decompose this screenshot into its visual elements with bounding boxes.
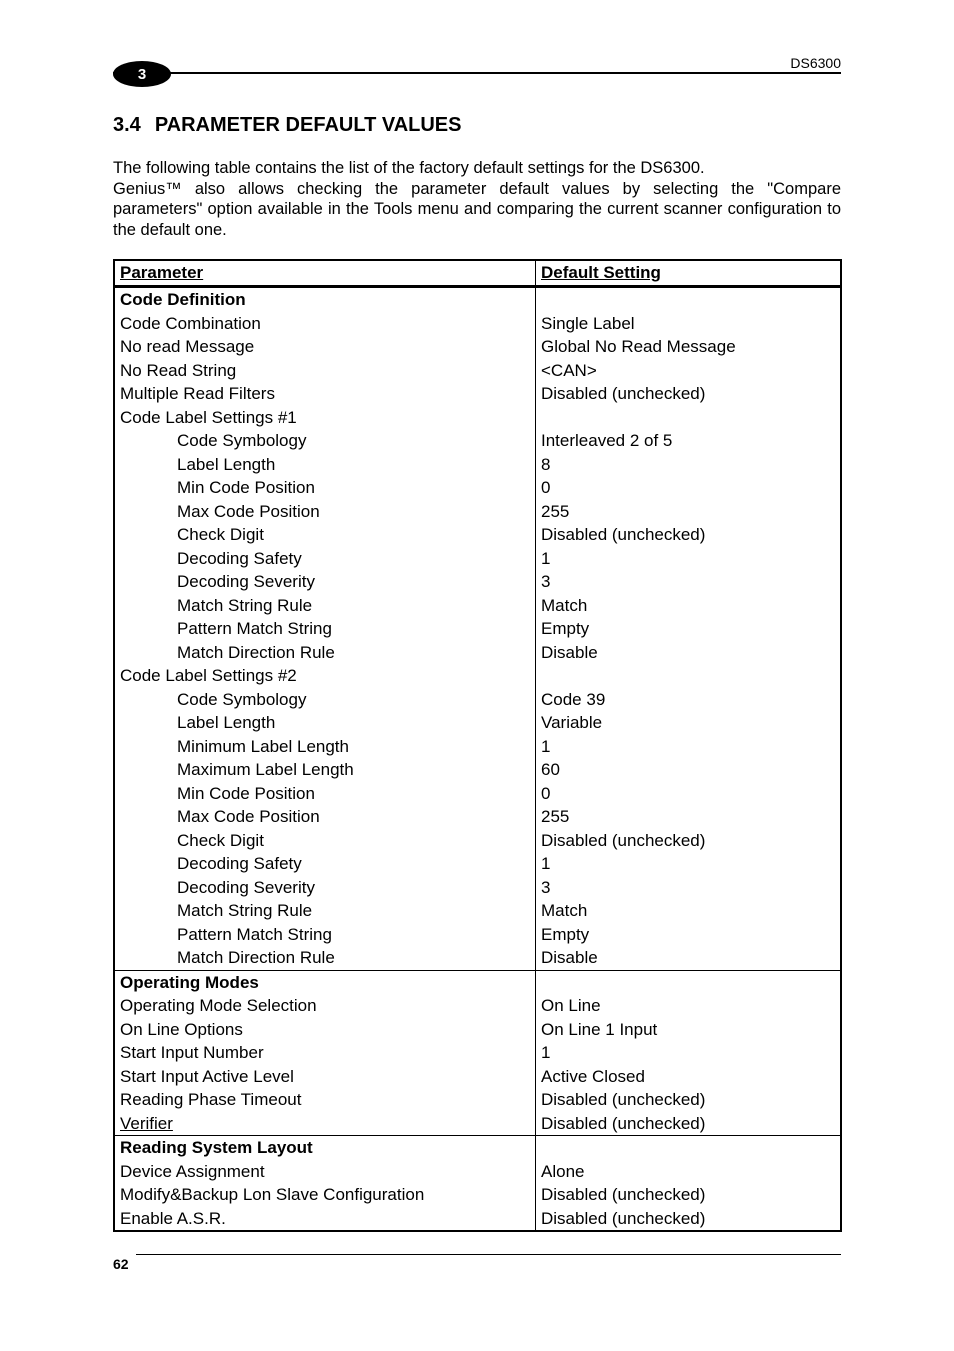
column-header-default-setting: Default Setting bbox=[536, 260, 842, 287]
parameter-name: Match String Rule bbox=[114, 899, 536, 923]
parameter-name: Match Direction Rule bbox=[114, 946, 536, 970]
table-row bbox=[114, 711, 841, 735]
default-value: Alone bbox=[536, 1160, 842, 1184]
section-title-text: PARAMETER DEFAULT VALUES bbox=[154, 114, 462, 136]
intro-line-2: Genius™ also allows checking the parameter default values by selecting the "Compare parameters" option available in the Tools menu and comparing the current scanner configuration to the default one. bbox=[113, 179, 841, 239]
table-row bbox=[114, 1065, 841, 1089]
parameter-name: Match Direction Rule bbox=[114, 641, 536, 665]
group-operating-modes bbox=[114, 970, 841, 1136]
group-heading: Reading System Layout bbox=[114, 1136, 536, 1160]
group-heading-row bbox=[114, 1136, 841, 1160]
default-value: 0 bbox=[536, 782, 842, 806]
default-value bbox=[536, 406, 842, 430]
table-row bbox=[114, 1088, 841, 1112]
table-row bbox=[114, 1041, 841, 1065]
default-value: Disabled (unchecked) bbox=[536, 1183, 842, 1207]
header-rule bbox=[113, 72, 841, 74]
table-row bbox=[114, 429, 841, 453]
parameter-name: Multiple Read Filters bbox=[114, 382, 536, 406]
table-row bbox=[114, 382, 841, 406]
default-value: 255 bbox=[536, 805, 842, 829]
table-header-row bbox=[114, 260, 841, 287]
table-row bbox=[114, 594, 841, 618]
parameter-name: Min Code Position bbox=[114, 782, 536, 806]
default-value: Disabled (unchecked) bbox=[536, 382, 842, 406]
default-value: Single Label bbox=[536, 312, 842, 336]
default-value: On Line bbox=[536, 994, 842, 1018]
parameter-name: Max Code Position bbox=[114, 805, 536, 829]
default-value: Disable bbox=[536, 946, 842, 970]
page-number: 62 bbox=[113, 1256, 129, 1272]
parameter-name: No Read String bbox=[114, 359, 536, 383]
parameter-name: Max Code Position bbox=[114, 500, 536, 524]
table-row bbox=[114, 1160, 841, 1184]
default-value: Disabled (unchecked) bbox=[536, 523, 842, 547]
parameter-name: Check Digit bbox=[114, 523, 536, 547]
default-value: 1 bbox=[536, 547, 842, 571]
default-value: Code 39 bbox=[536, 688, 842, 712]
table-row bbox=[114, 664, 841, 688]
table-row bbox=[114, 476, 841, 500]
table-row bbox=[114, 782, 841, 806]
table-row bbox=[114, 805, 841, 829]
chapter-badge: 3 bbox=[113, 61, 171, 87]
parameter-name: Operating Mode Selection bbox=[114, 994, 536, 1018]
group-heading-row bbox=[114, 287, 841, 312]
default-value: Disabled (unchecked) bbox=[536, 1207, 842, 1232]
group-reading-system-layout bbox=[114, 1136, 841, 1232]
intro-line-1: The following table contains the list of the factory default settings for the DS6300. bbox=[113, 159, 705, 177]
parameter-name: Code Symbology bbox=[114, 429, 536, 453]
product-name: DS6300 bbox=[790, 55, 841, 71]
section-title bbox=[113, 114, 461, 137]
table-row bbox=[114, 1207, 841, 1232]
parameter-name: Check Digit bbox=[114, 829, 536, 853]
table-row bbox=[114, 688, 841, 712]
parameter-name: Code Symbology bbox=[114, 688, 536, 712]
parameter-name: Device Assignment bbox=[114, 1160, 536, 1184]
parameter-name: Code Label Settings #1 bbox=[114, 406, 536, 430]
parameter-name: Modify&Backup Lon Slave Configuration bbox=[114, 1183, 536, 1207]
table-row bbox=[114, 1183, 841, 1207]
default-value bbox=[536, 664, 842, 688]
default-value: Match bbox=[536, 594, 842, 618]
table-row bbox=[114, 994, 841, 1018]
table-row bbox=[114, 523, 841, 547]
default-value: Disable bbox=[536, 641, 842, 665]
section-number: 3.4 bbox=[113, 114, 141, 136]
parameter-name: Enable A.S.R. bbox=[114, 1207, 536, 1232]
parameter-name: Label Length bbox=[114, 711, 536, 735]
default-value: Disabled (unchecked) bbox=[536, 1088, 842, 1112]
default-value: 1 bbox=[536, 852, 842, 876]
parameter-name: Maximum Label Length bbox=[114, 758, 536, 782]
table-row bbox=[114, 1112, 841, 1136]
table-row bbox=[114, 758, 841, 782]
table-row bbox=[114, 500, 841, 524]
default-value: 3 bbox=[536, 876, 842, 900]
table-row bbox=[114, 946, 841, 970]
parameter-name: Start Input Active Level bbox=[114, 1065, 536, 1089]
default-value: Interleaved 2 of 5 bbox=[536, 429, 842, 453]
parameter-name: Start Input Number bbox=[114, 1041, 536, 1065]
table-row bbox=[114, 1018, 841, 1042]
table-row bbox=[114, 829, 841, 853]
default-value: Match bbox=[536, 899, 842, 923]
default-value: 255 bbox=[536, 500, 842, 524]
verifier-link[interactable]: Verifier bbox=[120, 1113, 173, 1133]
default-value: 3 bbox=[536, 570, 842, 594]
parameter-name: Reading Phase Timeout bbox=[114, 1088, 536, 1112]
table-row bbox=[114, 547, 841, 571]
table-row bbox=[114, 876, 841, 900]
default-value: Empty bbox=[536, 617, 842, 641]
group-code-definition bbox=[114, 287, 841, 971]
table-row bbox=[114, 570, 841, 594]
default-value: Disabled (unchecked) bbox=[536, 829, 842, 853]
default-value: 1 bbox=[536, 735, 842, 759]
column-header-parameter: Parameter bbox=[114, 260, 536, 287]
table-row bbox=[114, 453, 841, 477]
parameter-name: Decoding Severity bbox=[114, 876, 536, 900]
parameter-name: Pattern Match String bbox=[114, 923, 536, 947]
table-row bbox=[114, 899, 841, 923]
default-value: <CAN> bbox=[536, 359, 842, 383]
parameter-name: Minimum Label Length bbox=[114, 735, 536, 759]
default-value: Global No Read Message bbox=[536, 335, 842, 359]
default-value: On Line 1 Input bbox=[536, 1018, 842, 1042]
parameter-name: No read Message bbox=[114, 335, 536, 359]
parameter-name: On Line Options bbox=[114, 1018, 536, 1042]
default-value: Variable bbox=[536, 711, 842, 735]
default-value: 1 bbox=[536, 1041, 842, 1065]
parameter-name: Code Combination bbox=[114, 312, 536, 336]
default-value: Active Closed bbox=[536, 1065, 842, 1089]
default-value: 8 bbox=[536, 453, 842, 477]
table-row bbox=[114, 923, 841, 947]
table-row bbox=[114, 406, 841, 430]
default-value: 60 bbox=[536, 758, 842, 782]
footer-rule bbox=[136, 1254, 841, 1255]
parameter-name: Decoding Safety bbox=[114, 547, 536, 571]
default-value: 0 bbox=[536, 476, 842, 500]
table-row bbox=[114, 852, 841, 876]
parameter-name: Code Label Settings #2 bbox=[114, 664, 536, 688]
parameter-name: Decoding Safety bbox=[114, 852, 536, 876]
parameter-name: Pattern Match String bbox=[114, 617, 536, 641]
group-heading: Operating Modes bbox=[114, 970, 536, 994]
table-row bbox=[114, 735, 841, 759]
table-row bbox=[114, 617, 841, 641]
default-value: Disabled (unchecked) bbox=[536, 1112, 842, 1136]
parameter-name: Min Code Position bbox=[114, 476, 536, 500]
parameter-name: Match String Rule bbox=[114, 594, 536, 618]
intro-text bbox=[113, 158, 841, 240]
table-row bbox=[114, 335, 841, 359]
parameter-name: Label Length bbox=[114, 453, 536, 477]
table-row bbox=[114, 641, 841, 665]
group-heading: Code Definition bbox=[114, 287, 536, 312]
default-value: Empty bbox=[536, 923, 842, 947]
table-row bbox=[114, 312, 841, 336]
parameter-default-table bbox=[113, 259, 842, 1232]
table-row bbox=[114, 359, 841, 383]
group-heading-row bbox=[114, 970, 841, 994]
parameter-name: Decoding Severity bbox=[114, 570, 536, 594]
